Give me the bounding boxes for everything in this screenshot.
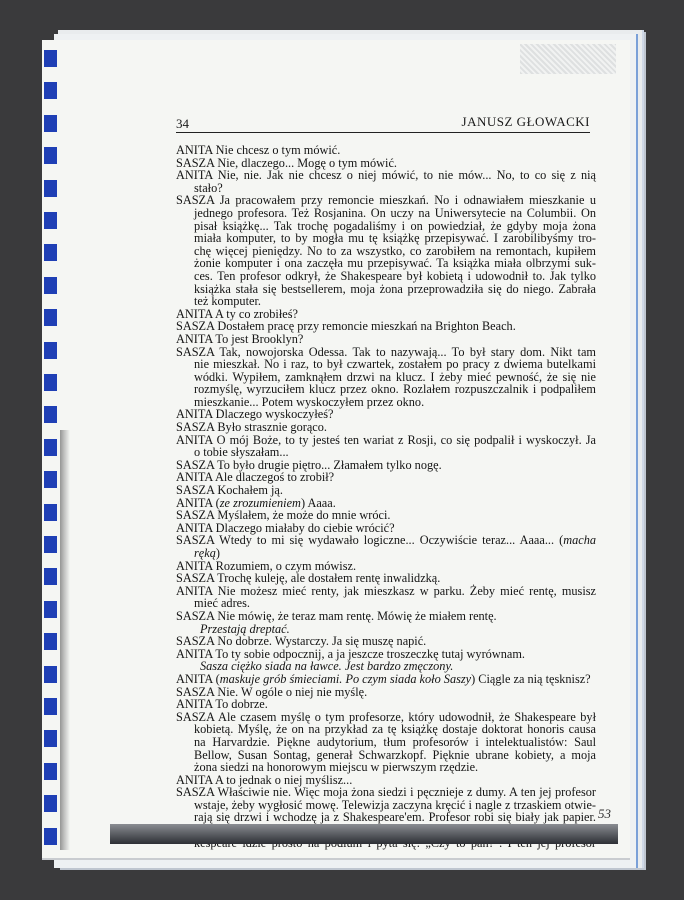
stage-direction: ze zrozumieniem	[219, 495, 301, 510]
dialogue-span: rają się drzwi i wchodzę ja z Shakespeare'em. Profesor robi się biały jak papier.	[194, 810, 596, 825]
dialogue-span: SASZA No dobrze. Wystarczy. Ja się muszę napić.	[176, 634, 427, 649]
dialogue-span: też komputer.	[194, 294, 261, 309]
dialogue-span: ANITA To jest Brooklyn?	[176, 331, 304, 346]
dialogue-span: ANITA Dlaczego miałaby do ciebie wrócić?	[176, 520, 395, 535]
dialogue-span: SASZA Nie, dlaczego... Mogę o tym mówić.	[176, 155, 397, 170]
binding-hole	[44, 698, 57, 715]
dialogue-span: SASZA Dostałem pracę przy remoncie mieszkań na Brighton Beach.	[176, 319, 516, 334]
binding-hole	[44, 795, 57, 812]
dialogue-span: SASZA Było strasznie gorąco.	[176, 420, 327, 435]
binding-hole	[44, 82, 57, 99]
handwritten-folio: 53	[598, 806, 611, 821]
dialogue-span: ANITA Dlaczego wyskoczyłeś?	[176, 407, 334, 422]
dialogue-span: rozmyślę, wyrzuciłem klucz przez okno. Rozlałem rozpuszczalnik i podpaliłem	[194, 382, 596, 397]
dialogue-span: SASZA Właściwie nie. Więc moja żona siedzi i pęcznieje z dumy. A ten jej profesor	[176, 785, 596, 800]
dialogue-span: żonie komputer i ona zaczęła mu przepisywać. Ta książka miała olbrzymi suk-	[194, 256, 596, 271]
dialogue-span: ANITA To dobrze.	[176, 697, 268, 712]
binding-hole	[44, 50, 57, 67]
dialogue-span: ANITA Nie chcesz o tym mówić.	[176, 143, 341, 157]
binding-hole	[44, 115, 57, 132]
binding-hole	[44, 633, 57, 650]
binding-hole	[44, 406, 57, 423]
dialogue-span: ANITA O mój Boże, to ty jesteś ten wariat z Rosji, co się podpalił i wyskoczył. Ja	[176, 432, 596, 447]
stage-direction: ręką	[194, 546, 216, 560]
dialogue-span: mieszkanie... Potem wyskoczyłem przez okno.	[194, 394, 425, 409]
dialogue-span: ces. Ten profesor odkrył, że Shakespeare był kobietą i udowodnił to. Jak tylko	[194, 268, 596, 283]
stage-direction: Sasza ciężko siada na ławce. Jest bardzo zmęczony.	[200, 659, 454, 674]
dialogue-span: żona siedzi na honorowym miejscu w pierwszym rzędzie.	[194, 760, 479, 775]
dialogue-span: wódki. Wypiłem, zamknąłem drzwi na klucz. I żeby mieć pewność, że się nie	[194, 369, 596, 384]
binding-hole	[44, 180, 57, 197]
binding-hole	[44, 601, 57, 618]
binding-hole	[44, 342, 57, 359]
dialogue-span: wstaje, żeby wygłosić mowę. Telewizja zaczyna kręcić i nagle z trzaskiem otwie-	[194, 797, 596, 812]
dialogue-span: SASZA Myślałem, że może do mnie wróci.	[176, 508, 391, 523]
dialogue-span: ANITA (	[176, 495, 220, 510]
dialogue-span: SASZA Kochałem ją.	[176, 483, 283, 498]
binding-hole	[44, 828, 57, 845]
dialogue-span: nie mieszkał. No i raz, to był czwartek, zostałem po pracy z dwiema butelkami	[194, 357, 596, 372]
dialogue-text	[176, 144, 596, 849]
dialogue-span: SASZA Tak, nowojorska Odessa. Tak to nazywają... To był stary dom. Nikt tam	[176, 344, 596, 359]
dialogue-span: ANITA Ale dlaczegoś to zrobił?	[176, 470, 335, 485]
dialogue-span: ) Aaaa.	[300, 495, 336, 510]
author-name: JANUSZ GŁOWACKI	[461, 114, 590, 129]
dialogue-span: ANITA A ty co zrobiłeś?	[176, 306, 298, 321]
dialogue-span: o tobie słyszałam...	[194, 445, 289, 460]
binding-hole	[44, 147, 57, 164]
stage-direction: macha	[563, 533, 596, 548]
dialogue-span: jednego profesora. Też Rosjanina. On uczy na Uniwersytecie na Columbii. On	[194, 205, 596, 220]
binding-hole	[44, 309, 57, 326]
binding-hole	[44, 666, 57, 683]
binding-hole	[44, 568, 57, 585]
scan-bottom-shadow	[110, 824, 618, 844]
dialogue-span: miała komputer, to by mogła mu tę książkę przepisywać. I zarobilibyśmy tro-	[194, 231, 596, 246]
text-line	[176, 534, 596, 547]
dialogue-span: SASZA Wtedy to mi się wydawało logiczne... Oczywiście teraz... Aaaa... (	[176, 533, 564, 548]
dialogue-span: ) Ciągle za nią tęsknisz?	[471, 671, 591, 686]
binding-hole	[44, 504, 57, 521]
dialogue-span: ANITA (	[176, 671, 220, 686]
dialogue-span: na Harvardzie. Piękne audytorium, tłum profesorów i intelektualistów: Saul	[194, 734, 596, 749]
dialogue-span: chę więcej pieniędzy. No to za wszystko, co zarobiłem na remontach, kupiłem	[194, 243, 596, 258]
dialogue-span: SASZA Nie. W ogóle o niej nie myślę.	[176, 684, 368, 699]
running-header	[176, 114, 590, 133]
dialogue-span: mieć adres.	[194, 596, 250, 611]
dialogue-span: )	[215, 546, 220, 560]
dialogue-span: SASZA Ale czasem myślę o tym profesorze, który udowodnił, że Shakespeare był	[176, 709, 596, 724]
scan-artifact	[520, 44, 616, 74]
binding-hole	[44, 244, 57, 261]
page-number: 34	[176, 116, 189, 131]
binding-hole	[44, 212, 57, 229]
dialogue-span: Bellow, Susan Sontag, generał Schwarzkopf. Pięknie ubrane kobiety, a moja	[194, 747, 596, 762]
dialogue-span: ANITA Nie możesz mieć renty, jak mieszkasz w parku. Żeby mieć rentę, musisz	[176, 583, 596, 598]
dialogue-span: stało?	[194, 180, 223, 195]
spiral-binding	[44, 46, 58, 856]
dialogue-span: ANITA A to jednak o niej myślisz...	[176, 772, 353, 787]
dialogue-span: SASZA Trochę kuleję, ale dostałem rentę inwalidzką.	[176, 571, 441, 586]
dialogue-span: SASZA Nie mówię, że teraz mam rentę. Mówię że miałem rentę.	[176, 608, 497, 623]
binding-hole	[44, 471, 57, 488]
dialogue-span: SASZA To było drugie piętro... Złamałem tylko nogę.	[176, 457, 442, 472]
binding-hole	[44, 730, 57, 747]
dialogue-span: ANITA Nie, nie. Jak nie chcesz o niej mówić, to nie mów... No, to co się z nią	[176, 168, 596, 183]
dialogue-span: książka stała się bestsellerem, moja żona przeprowadziła się do niego. Zabrała	[194, 281, 596, 296]
binding-hole	[44, 763, 57, 780]
stage-direction: Przestają dreptać.	[200, 621, 290, 636]
text-line	[176, 169, 596, 182]
binding-hole	[44, 277, 57, 294]
stage-direction: maskuje grób śmieciami. Po czym siada koło Saszy	[219, 671, 472, 686]
dialogue-span: ANITA To ty sobie odpocznij, a ja jeszcze troszeczkę tutaj wyrównam.	[176, 646, 525, 661]
binding-hole	[44, 374, 57, 391]
dialogue-span: SASZA Ja pracowałem przy remoncie mieszkań. No i odnawiałem mieszkanie u	[176, 193, 596, 208]
binding-hole	[44, 536, 57, 553]
scan-shadow	[60, 430, 70, 850]
dialogue-span: ANITA Rozumiem, o czym mówisz.	[176, 558, 357, 573]
dialogue-span: pisał książkę... Tak trochę pogadaliśmy i on powiedział, że gdyby moja żona	[194, 218, 596, 233]
binding-hole	[44, 439, 57, 456]
dialogue-span: kobietą. Myślę, że on na przykład za tę książkę dostaje doktorat honoris causa	[194, 722, 596, 737]
